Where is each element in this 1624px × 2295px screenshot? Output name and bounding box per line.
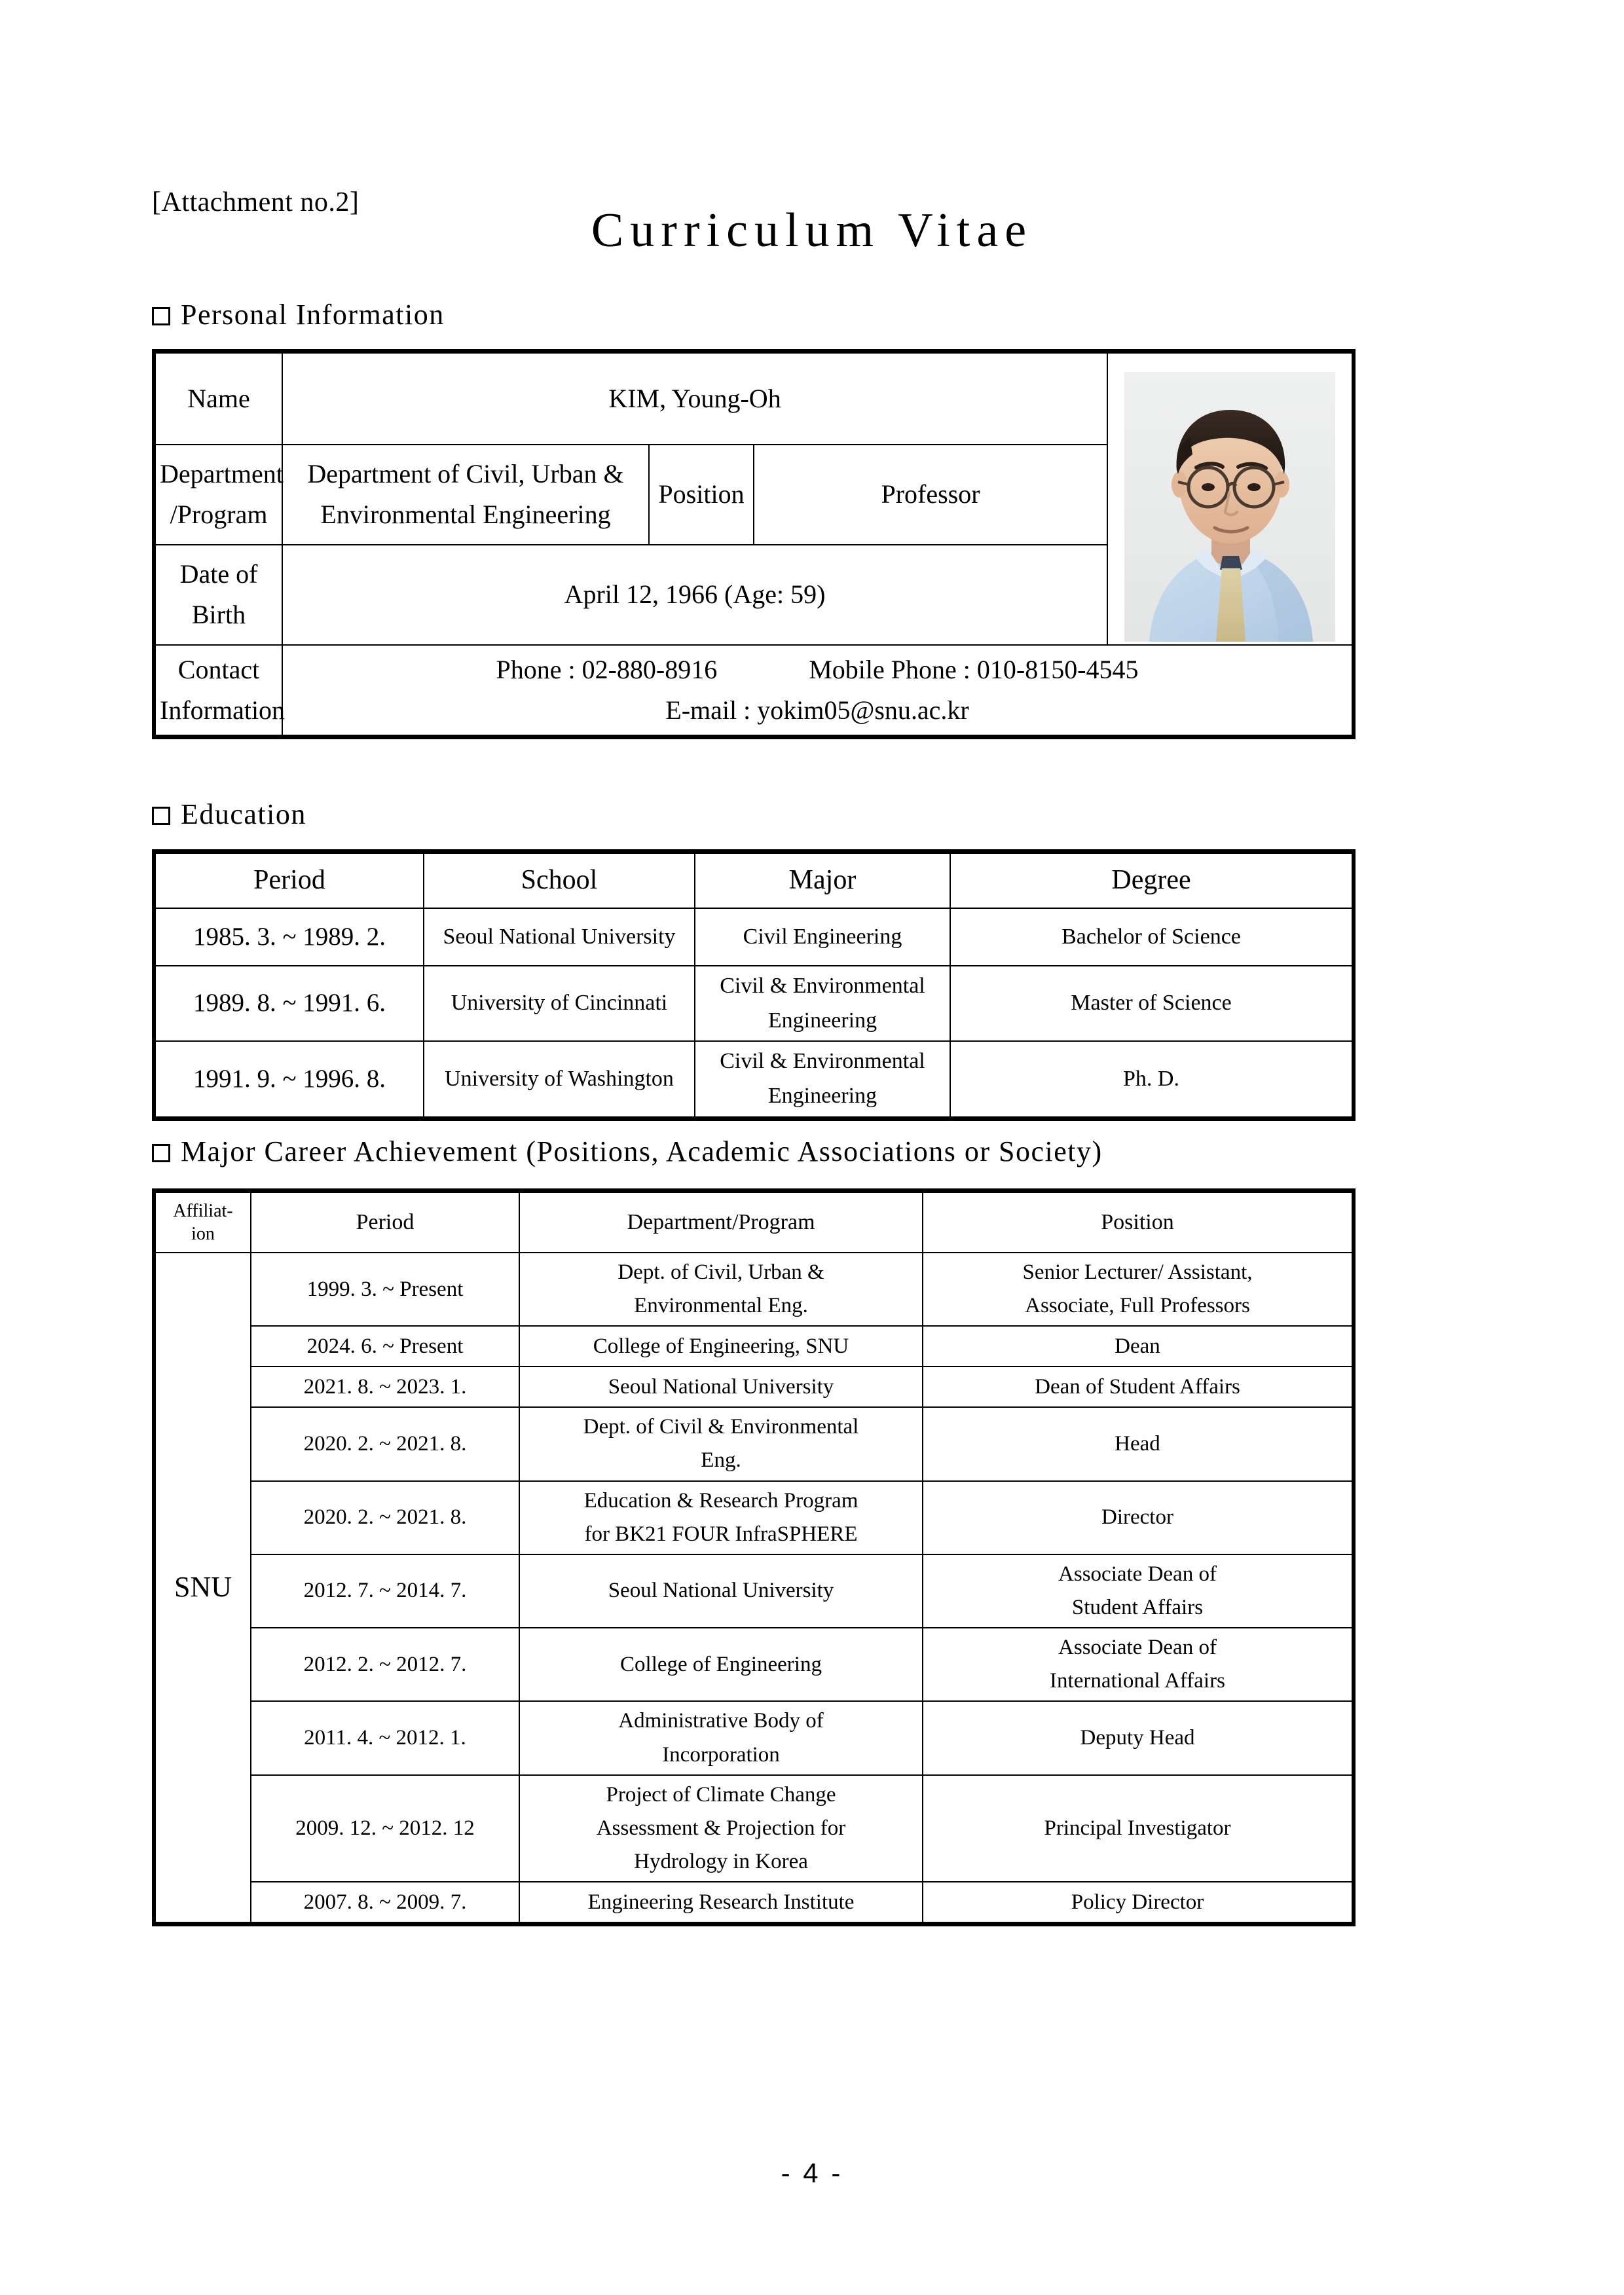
- photo-cell: [1107, 352, 1354, 646]
- career-department: [519, 1253, 923, 1326]
- position-label: Position: [649, 445, 754, 545]
- career-department: [519, 1407, 923, 1480]
- table-row: [154, 1481, 1354, 1554]
- avatar: [1124, 372, 1335, 642]
- personal-information-table: [152, 349, 1356, 739]
- table-row: [154, 1554, 1354, 1628]
- portrait-illustration: [1124, 372, 1335, 642]
- career-department-line3: Hydrology in Korea: [634, 1849, 808, 1873]
- contact-label: [154, 645, 286, 737]
- career-position: Dean of Student Affairs: [923, 1367, 1354, 1407]
- education-school: University of Washington: [424, 1041, 695, 1118]
- mobile-phone-value: Mobile Phone : 010-8150-4545: [809, 655, 1139, 684]
- table-row: [154, 1253, 1354, 1326]
- career-position-line1: Associate Dean of: [1058, 1636, 1217, 1660]
- table-header-row: [154, 1191, 1354, 1253]
- contact-label-line2: Information: [160, 695, 286, 725]
- column-header-department: Department/Program: [519, 1191, 923, 1253]
- column-header-affiliation-line2: ion: [191, 1224, 215, 1244]
- birth-value: April 12, 1966 (Age: 59): [282, 545, 1107, 645]
- education-degree: Master of Science: [950, 966, 1354, 1041]
- phone-value: Phone : 02-880-8916: [496, 655, 718, 684]
- career-department-line1: Dept. of Civil, Urban &: [618, 1260, 824, 1284]
- department-label-line1: Department: [160, 459, 284, 489]
- table-header-row: [154, 852, 1354, 909]
- section-heading-label: Education: [181, 798, 306, 830]
- education-major: [695, 908, 950, 966]
- birth-label: [154, 545, 282, 645]
- career-department: [519, 1775, 923, 1882]
- section-heading-label: Major Career Achievement (Positions, Academic Associations or Society): [181, 1135, 1103, 1167]
- career-period: 2009. 12. ~ 2012. 12: [251, 1775, 519, 1882]
- email-value: E-mail : yokim05@snu.ac.kr: [665, 695, 969, 725]
- table-row: [154, 1775, 1354, 1882]
- education-major-line1: Civil Engineering: [743, 924, 902, 949]
- column-header-degree: Degree: [950, 852, 1354, 909]
- column-header-affiliation-line1: Affiliat-: [173, 1201, 233, 1221]
- education-major-line2: Engineering: [767, 1008, 877, 1033]
- career-department: College of Engineering: [519, 1628, 923, 1701]
- career-position: Principal Investigator: [923, 1775, 1354, 1882]
- career-department: Engineering Research Institute: [519, 1882, 923, 1924]
- section-heading-education: [152, 798, 306, 831]
- career-period: 2011. 4. ~ 2012. 1.: [251, 1701, 519, 1774]
- career-department-line2: Environmental Eng.: [634, 1294, 808, 1318]
- page-number: - 4 -: [781, 2157, 843, 2188]
- career-department-line2: for BK21 FOUR InfraSPHERE: [584, 1522, 858, 1546]
- career-period: 2020. 2. ~ 2021. 8.: [251, 1481, 519, 1554]
- career-period: 1999. 3. ~ Present: [251, 1253, 519, 1326]
- birth-label-line2: Birth: [191, 600, 246, 630]
- education-school: University of Cincinnati: [424, 966, 695, 1041]
- education-degree: Bachelor of Science: [950, 908, 1354, 966]
- career-position-line2: Student Affairs: [1071, 1595, 1204, 1619]
- department-value: [282, 445, 649, 545]
- table-row: [154, 1882, 1354, 1924]
- career-period: 2007. 8. ~ 2009. 7.: [251, 1882, 519, 1924]
- contact-value: [282, 645, 1354, 737]
- career-position: Policy Director: [923, 1882, 1354, 1924]
- career-department-line2: Incorporation: [662, 1742, 780, 1767]
- department-value-line1: Department of Civil, Urban &: [307, 459, 624, 489]
- checkbox-icon: [152, 1144, 170, 1162]
- department-label-line2: /Program: [170, 500, 268, 530]
- table-row-name: [154, 352, 1354, 445]
- career-period: 2024. 6. ~ Present: [251, 1326, 519, 1367]
- career-achievement-table: [152, 1188, 1356, 1926]
- career-department-line2: Assessment & Projection for: [596, 1816, 846, 1840]
- career-period: 2020. 2. ~ 2021. 8.: [251, 1407, 519, 1480]
- table-row: [154, 1628, 1354, 1701]
- table-row: [154, 1326, 1354, 1367]
- contact-phone-line: [287, 650, 1348, 690]
- career-department: Seoul National University: [519, 1554, 923, 1628]
- education-period: 1985. 3. ~ 1989. 2.: [154, 908, 424, 966]
- career-position: Head: [923, 1407, 1354, 1480]
- education-period: 1991. 9. ~ 1996. 8.: [154, 1041, 424, 1118]
- education-major: [695, 1041, 950, 1118]
- attachment-label: [Attachment no.2]: [152, 187, 360, 217]
- column-header-period: Period: [154, 852, 424, 909]
- career-affiliation: SNU: [154, 1253, 251, 1924]
- career-department: College of Engineering, SNU: [519, 1326, 923, 1367]
- career-department-line2: Eng.: [701, 1448, 741, 1473]
- table-row: [154, 966, 1354, 1041]
- column-header-position: Position: [923, 1191, 1354, 1253]
- column-header-period: Period: [251, 1191, 519, 1253]
- section-heading-label: Personal Information: [181, 299, 445, 331]
- section-heading-personal-information: [152, 298, 445, 331]
- column-header-school: School: [424, 852, 695, 909]
- column-header-affiliation: [154, 1191, 251, 1253]
- career-department-line1: Project of Climate Change: [606, 1782, 836, 1807]
- career-department-line1: Dept. of Civil & Environmental: [583, 1415, 859, 1439]
- career-department: [519, 1701, 923, 1774]
- career-department: Seoul National University: [519, 1367, 923, 1407]
- name-value: KIM, Young-Oh: [282, 352, 1107, 445]
- table-row: [154, 1407, 1354, 1480]
- career-position-line2: Associate, Full Professors: [1025, 1294, 1250, 1318]
- career-position: [923, 1628, 1354, 1701]
- table-row-contact: [154, 645, 1354, 737]
- career-position: [923, 1554, 1354, 1628]
- section-heading-career: [152, 1135, 1103, 1168]
- name-label: Name: [154, 352, 282, 445]
- education-major-line1: Civil & Environmental: [720, 974, 925, 998]
- career-department-line1: Education & Research Program: [583, 1488, 858, 1513]
- birth-label-line1: Date of: [179, 559, 258, 589]
- education-major-line1: Civil & Environmental: [720, 1049, 925, 1074]
- career-position: Director: [923, 1481, 1354, 1554]
- career-position-line1: Associate Dean of: [1058, 1562, 1217, 1586]
- position-value: Professor: [754, 445, 1107, 545]
- education-major: [695, 966, 950, 1041]
- career-position: Dean: [923, 1326, 1354, 1367]
- department-label: [154, 445, 282, 545]
- checkbox-icon: [152, 307, 170, 325]
- checkbox-icon: [152, 807, 170, 825]
- table-row: [154, 908, 1354, 966]
- career-position: [923, 1253, 1354, 1326]
- table-row: [154, 1367, 1354, 1407]
- page-title: Curriculum Vitae: [591, 204, 1033, 257]
- career-department: [519, 1481, 923, 1554]
- education-major-line2: Engineering: [767, 1084, 877, 1109]
- column-header-major: Major: [695, 852, 950, 909]
- career-period: 2021. 8. ~ 2023. 1.: [251, 1367, 519, 1407]
- education-degree: Ph. D.: [950, 1041, 1354, 1118]
- career-position-line1: Senior Lecturer/ Assistant,: [1022, 1260, 1253, 1284]
- career-department-line1: Administrative Body of: [618, 1709, 824, 1733]
- education-table: [152, 849, 1356, 1121]
- contact-label-line1: Contact: [177, 655, 260, 684]
- table-row: [154, 1041, 1354, 1118]
- department-value-line2: Environmental Engineering: [320, 500, 611, 530]
- career-position: Deputy Head: [923, 1701, 1354, 1774]
- table-row: [154, 1701, 1354, 1774]
- career-period: 2012. 2. ~ 2012. 7.: [251, 1628, 519, 1701]
- education-period: 1989. 8. ~ 1991. 6.: [154, 966, 424, 1041]
- career-period: 2012. 7. ~ 2014. 7.: [251, 1554, 519, 1628]
- career-position-line2: International Affairs: [1050, 1669, 1225, 1693]
- photo-frame: [1112, 356, 1348, 642]
- education-school: Seoul National University: [424, 908, 695, 966]
